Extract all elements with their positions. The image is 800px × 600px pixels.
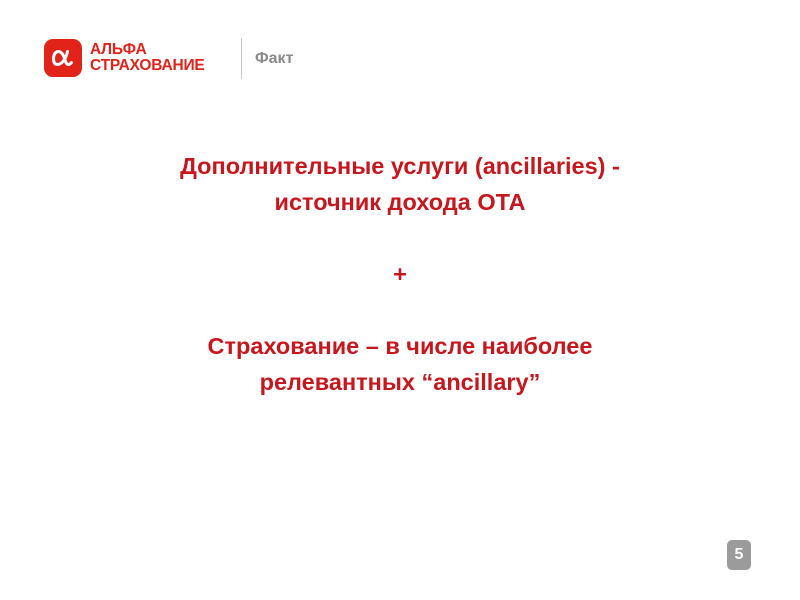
page-number-badge: 5 bbox=[727, 540, 751, 570]
alpha-glyph bbox=[48, 43, 78, 73]
slide-content bbox=[60, 148, 740, 400]
body-line-3: Страхование – в числе наиболее bbox=[207, 333, 593, 359]
logo-wordmark bbox=[90, 42, 205, 74]
plus-sign: + bbox=[393, 261, 407, 287]
body-line-1: Дополнительные услуги (ancillaries) - bbox=[180, 153, 620, 179]
alpha-logo-icon bbox=[44, 39, 82, 77]
section-label: Факт bbox=[255, 50, 294, 67]
body-line-4: релевантных “ancillary” bbox=[259, 369, 541, 395]
header-divider bbox=[241, 38, 242, 79]
logo-line-1: АЛЬФА bbox=[90, 41, 147, 58]
logo-line-2: СТРАХОВАНИЕ bbox=[90, 57, 205, 74]
spacer bbox=[60, 220, 740, 256]
company-logo bbox=[44, 39, 205, 77]
body-line-2: источник дохода ОТА bbox=[274, 189, 526, 215]
spacer bbox=[60, 292, 740, 328]
